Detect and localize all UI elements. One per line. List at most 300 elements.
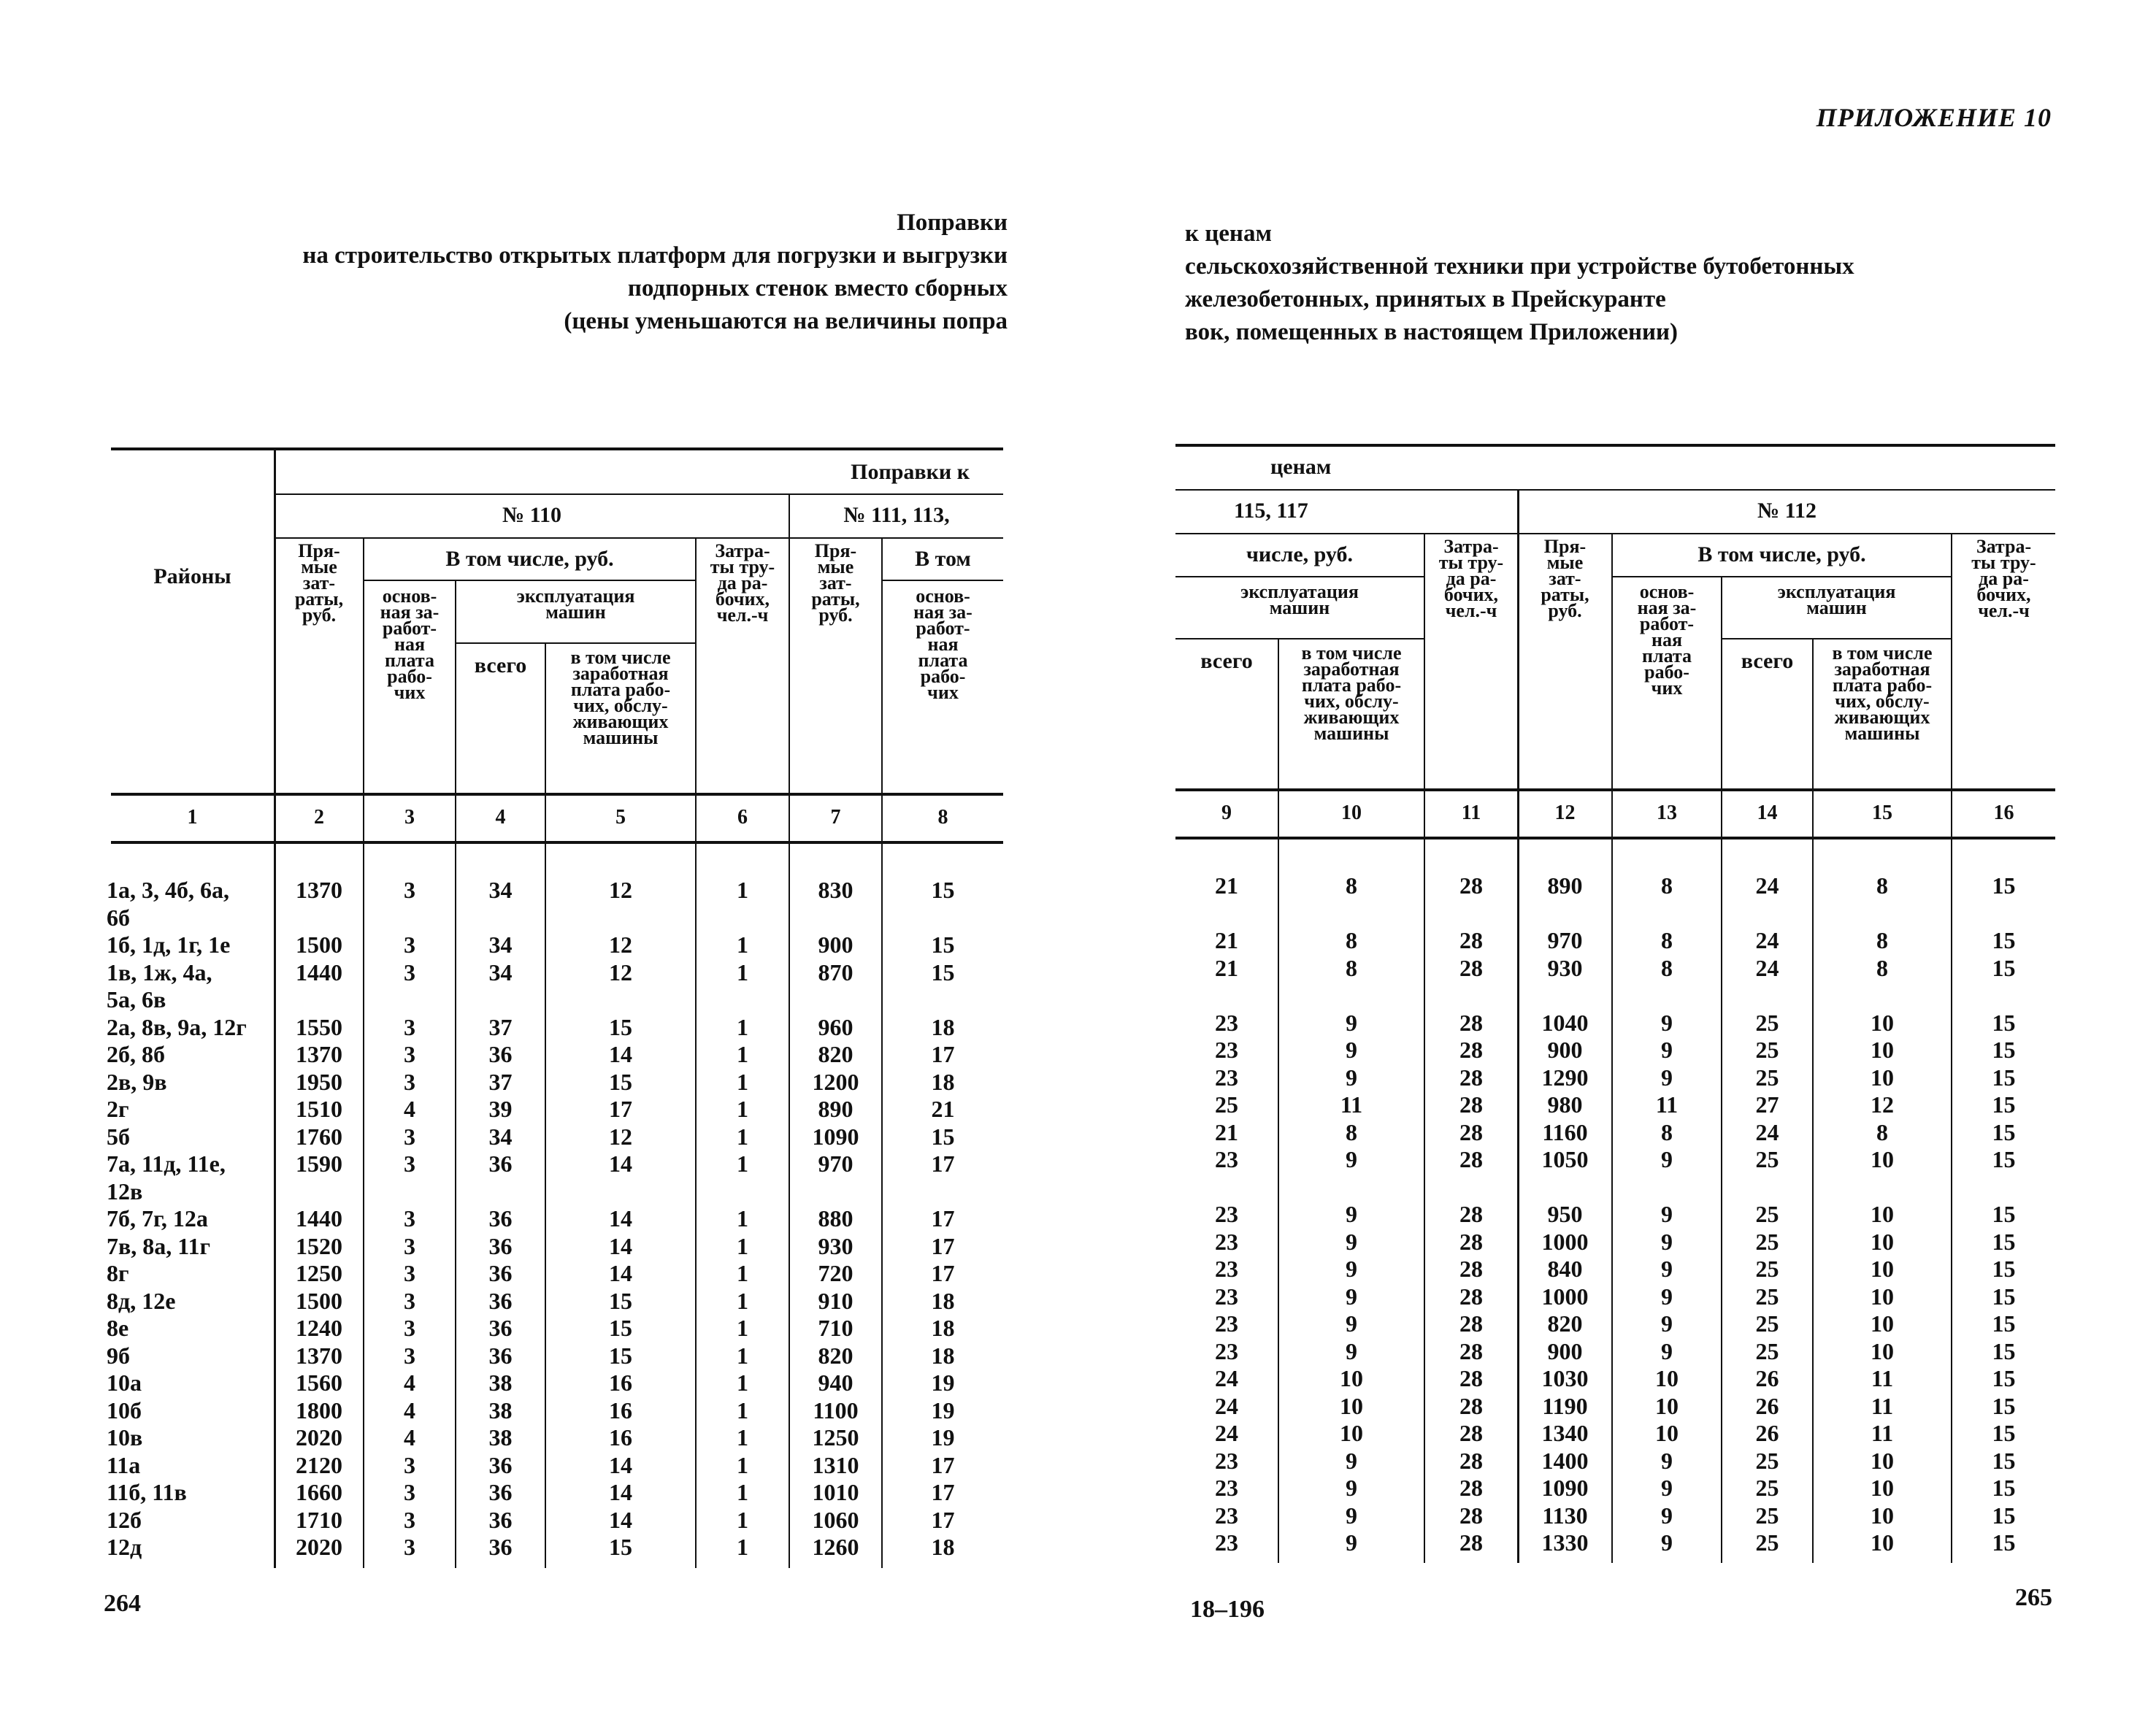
col-header-total: всего	[1200, 649, 1253, 673]
value-cell: 28	[1459, 1502, 1483, 1529]
value-cell: 1310	[812, 1451, 859, 1478]
value-cell: 15	[1992, 1337, 2016, 1364]
value-cell: 8	[1661, 927, 1673, 953]
value-cell: 9	[1661, 1064, 1673, 1091]
value-cell: 23	[1215, 1337, 1238, 1364]
value-cell: 710	[818, 1315, 853, 1341]
value-cell: 1	[737, 1041, 748, 1067]
value-cell: 1340	[1541, 1420, 1589, 1446]
value-cell: 10	[1340, 1420, 1363, 1446]
value-cell: 25	[1755, 1201, 1779, 1227]
value-cell: 8	[1876, 1118, 1888, 1145]
value-cell: 1	[737, 1260, 748, 1286]
col-number: 6	[737, 806, 748, 829]
value-cell: 10	[1871, 1009, 1894, 1036]
value-cell: 890	[818, 1096, 853, 1122]
value-cell: 28	[1459, 1475, 1483, 1501]
col-header-total: всего	[474, 653, 527, 677]
value-cell: 24	[1755, 1118, 1779, 1145]
value-cell: 8	[1661, 872, 1673, 899]
value-cell: 1	[737, 1479, 748, 1505]
value-cell: 9	[1661, 1447, 1673, 1474]
value-cell: 3	[404, 1287, 415, 1314]
value-cell: 4	[404, 1096, 415, 1122]
value-cell: 28	[1459, 1118, 1483, 1145]
value-cell: 23	[1215, 1502, 1238, 1529]
title-right-line: железобетонных, принятых в Прейскуранте	[1185, 286, 1666, 312]
value-cell: 15	[1992, 1283, 2016, 1310]
col-header-no110: № 110	[502, 503, 561, 527]
value-cell: 830	[818, 877, 853, 903]
value-cell: 28	[1459, 1420, 1483, 1446]
value-cell: 870	[818, 958, 853, 986]
value-cell: 9	[1661, 1146, 1673, 1172]
value-cell: 15	[1992, 1009, 2016, 1036]
value-cell: 15	[1992, 1228, 2016, 1255]
value-cell: 8	[1661, 1118, 1673, 1145]
value-cell: 25	[1755, 1337, 1779, 1364]
value-cell: 970	[1547, 927, 1583, 953]
value-cell: 28	[1459, 1310, 1483, 1337]
value-cell: 1	[737, 1205, 748, 1232]
district-cell: 8г	[107, 1260, 129, 1286]
value-cell: 15	[1992, 1392, 2016, 1419]
district-cell: 7в, 8а, 11г	[107, 1232, 211, 1259]
col-header-incl-wage: в том числе заработная плата рабо- чих, обслу- живающих машины	[570, 647, 671, 748]
value-cell: 23	[1215, 1447, 1238, 1474]
value-cell: 10	[1871, 1201, 1894, 1227]
title-left-line: Поправки	[897, 210, 1008, 236]
appendix-label: ПРИЛОЖЕНИЕ 10	[1816, 103, 2052, 132]
value-cell: 21	[1215, 927, 1238, 953]
value-cell: 1	[737, 1150, 748, 1177]
col-header-machine-op: эксплуатация машин	[516, 585, 635, 623]
value-cell: 1710	[296, 1506, 342, 1533]
value-cell: 24	[1215, 1392, 1238, 1419]
col-header-no115: 115, 117	[1234, 499, 1308, 523]
col-header-no111: № 111, 113,	[843, 503, 950, 527]
value-cell: 980	[1547, 1091, 1583, 1118]
value-cell: 3	[404, 1506, 415, 1533]
value-cell: 37	[488, 1013, 513, 1040]
value-cell: 17	[931, 1205, 955, 1232]
district-cell: 7а, 11д, 11е,	[107, 1150, 226, 1177]
value-cell: 38	[488, 1396, 513, 1424]
value-cell: 8	[1876, 872, 1888, 899]
value-cell: 1010	[812, 1479, 859, 1505]
value-cell: 28	[1459, 1283, 1483, 1310]
district-cell: 8д, 12е	[107, 1287, 176, 1314]
value-cell: 11	[1871, 1392, 1894, 1419]
value-cell: 15	[609, 1534, 632, 1560]
value-cell: 18	[931, 1315, 955, 1341]
value-cell: 1000	[1541, 1228, 1589, 1255]
value-cell: 1	[737, 1123, 748, 1150]
value-cell: 3	[404, 1013, 415, 1040]
value-cell: 14	[609, 1232, 632, 1259]
value-cell: 3	[404, 1260, 415, 1286]
col-header-base-wage: основ- ная за- работ- ная плата рабо- чих	[380, 585, 440, 703]
district-cell-cont: 6б	[107, 904, 130, 931]
value-cell: 890	[1547, 872, 1583, 899]
title-left-line: на строительство открытых платформ для погрузки и выгрузки	[302, 242, 1008, 269]
value-cell: 3	[404, 1232, 415, 1259]
value-cell: 1190	[1542, 1392, 1588, 1419]
col-number: 10	[1341, 802, 1362, 824]
district-cell: 2в, 9в	[107, 1068, 167, 1095]
value-cell: 15	[1992, 1037, 2016, 1063]
value-cell: 1660	[296, 1479, 342, 1505]
value-cell: 15	[1992, 1310, 2016, 1337]
value-cell: 3	[404, 1068, 415, 1095]
value-cell: 38	[488, 1424, 513, 1451]
value-cell: 10	[1871, 1475, 1894, 1501]
value-cell: 25	[1755, 1228, 1779, 1255]
col-number: 4	[495, 806, 506, 829]
value-cell: 1160	[1542, 1118, 1588, 1145]
value-cell: 36	[488, 1479, 513, 1505]
value-cell: 8	[1346, 872, 1357, 899]
value-cell: 25	[1755, 1256, 1779, 1282]
value-cell: 1370	[296, 1041, 342, 1067]
value-cell: 12	[1871, 1091, 1894, 1118]
value-cell: 9	[1346, 1529, 1357, 1556]
value-cell: 3	[404, 958, 415, 986]
value-cell: 26	[1755, 1365, 1779, 1391]
value-cell: 38	[488, 1369, 513, 1396]
col-header-incl-rub: В том числе, руб.	[445, 547, 614, 571]
value-cell: 3	[404, 1150, 415, 1177]
value-cell: 3	[404, 1123, 415, 1150]
value-cell: 36	[488, 1287, 513, 1314]
value-cell: 1	[737, 1396, 748, 1424]
value-cell: 15	[609, 1315, 632, 1341]
col-header-direct-costs: Пря- мые зат- раты, руб.	[1541, 536, 1589, 621]
value-cell: 18	[931, 1534, 955, 1560]
district-cell: 12б	[107, 1506, 142, 1533]
value-cell: 28	[1459, 954, 1483, 981]
district-cell: 8е	[107, 1315, 129, 1341]
value-cell: 950	[1547, 1201, 1583, 1227]
value-cell: 1250	[296, 1260, 342, 1286]
value-cell: 9	[1346, 1447, 1357, 1474]
value-cell: 9	[1661, 1310, 1673, 1337]
value-cell: 34	[488, 1123, 513, 1150]
value-cell: 25	[1755, 1447, 1779, 1474]
value-cell: 1030	[1541, 1365, 1589, 1391]
value-cell: 1520	[296, 1232, 342, 1259]
value-cell: 11	[1655, 1091, 1679, 1118]
value-cell: 820	[1547, 1310, 1583, 1337]
col-number: 12	[1554, 802, 1576, 824]
value-cell: 1	[737, 1232, 748, 1259]
value-cell: 28	[1459, 1146, 1483, 1172]
value-cell: 16	[609, 1369, 632, 1396]
col-number: 15	[1872, 802, 1892, 824]
title-right-line: вок, помещенных в настоящем Приложении)	[1185, 319, 1679, 345]
value-cell: 28	[1459, 1529, 1483, 1556]
value-cell: 720	[818, 1260, 853, 1286]
title-right-line: к ценам	[1185, 220, 1272, 247]
value-cell: 27	[1755, 1091, 1779, 1118]
value-cell: 15	[1992, 1201, 2016, 1227]
value-cell: 8	[1346, 1118, 1357, 1145]
value-cell: 36	[488, 1315, 513, 1341]
value-cell: 15	[931, 931, 955, 958]
value-cell: 15	[931, 877, 955, 903]
value-cell: 21	[931, 1096, 955, 1122]
district-cell: 2г	[107, 1096, 129, 1122]
value-cell: 1040	[1541, 1009, 1589, 1036]
value-cell: 17	[931, 1451, 955, 1478]
value-cell: 34	[488, 931, 513, 958]
value-cell: 17	[931, 1232, 955, 1259]
value-cell: 9	[1346, 1064, 1357, 1091]
value-cell: 19	[931, 1424, 955, 1451]
value-cell: 25	[1755, 1064, 1779, 1091]
col-header-incl-wage-2: в том числе заработная плата рабо- чих, обслу- живающих машины	[1832, 642, 1933, 744]
value-cell: 15	[1992, 1502, 2016, 1529]
col-number: 7	[830, 806, 841, 829]
value-cell: 15	[1992, 1447, 2016, 1474]
value-cell: 17	[931, 1260, 955, 1286]
value-cell: 15	[609, 1287, 632, 1314]
value-cell: 14	[609, 1150, 632, 1177]
col-header-labor-costs-2: Затра- ты тру- да ра- бочих, чел.-ч	[1971, 536, 2036, 621]
district-cell: 10б	[107, 1396, 142, 1424]
value-cell: 1260	[812, 1534, 859, 1560]
value-cell: 3	[404, 877, 415, 903]
value-cell: 15	[1992, 954, 2016, 981]
value-cell: 10	[1871, 1529, 1894, 1556]
col-header-corrections: Поправки к	[851, 460, 970, 484]
value-cell: 15	[1992, 1256, 2016, 1282]
value-cell: 36	[488, 1205, 513, 1232]
value-cell: 17	[609, 1096, 632, 1122]
value-cell: 1800	[296, 1396, 342, 1424]
value-cell: 14	[609, 1041, 632, 1067]
value-cell: 10	[1871, 1337, 1894, 1364]
col-number: 2	[314, 806, 324, 829]
value-cell: 18	[931, 1342, 955, 1369]
value-cell: 12	[609, 958, 632, 986]
value-cell: 25	[1755, 1146, 1779, 1172]
value-cell: 9	[1661, 1037, 1673, 1063]
value-cell: 17	[931, 1041, 955, 1067]
value-cell: 10	[1871, 1146, 1894, 1172]
value-cell: 820	[818, 1342, 853, 1369]
value-cell: 9	[1346, 1283, 1357, 1310]
district-cell: 11а	[107, 1451, 141, 1478]
value-cell: 15	[1992, 1365, 2016, 1391]
col-number: 14	[1757, 802, 1778, 824]
value-cell: 1250	[812, 1424, 859, 1451]
value-cell: 1	[737, 877, 748, 903]
value-cell: 21	[1215, 1118, 1238, 1145]
value-cell: 1370	[296, 877, 342, 903]
value-cell: 8	[1346, 954, 1357, 981]
value-cell: 1400	[1541, 1447, 1589, 1474]
value-cell: 10	[1871, 1256, 1894, 1282]
value-cell: 15	[1992, 1064, 2016, 1091]
signature-mark: 18–196	[1190, 1596, 1265, 1623]
value-cell: 1550	[296, 1013, 342, 1040]
district-cell: 1а, 3, 4б, 6а,	[107, 877, 229, 903]
value-cell: 1	[737, 1534, 748, 1560]
value-cell: 23	[1215, 1529, 1238, 1556]
col-header-machine-op-2: эксплуатация машин	[1777, 581, 1896, 618]
value-cell: 16	[609, 1396, 632, 1424]
district-cell-cont: 12в	[107, 1177, 143, 1205]
value-cell: 15	[609, 1342, 632, 1369]
value-cell: 9	[1661, 1228, 1673, 1255]
value-cell: 1440	[296, 958, 342, 986]
value-cell: 36	[488, 1534, 513, 1560]
district-cell: 9б	[107, 1342, 130, 1369]
value-cell: 15	[1992, 1091, 2016, 1118]
value-cell: 1	[737, 1096, 748, 1122]
value-cell: 900	[1547, 1037, 1583, 1063]
value-cell: 9	[1346, 1009, 1357, 1036]
value-cell: 10	[1871, 1502, 1894, 1529]
value-cell: 26	[1755, 1392, 1779, 1419]
value-cell: 3	[404, 1479, 415, 1505]
value-cell: 10	[1340, 1365, 1363, 1391]
value-cell: 39	[488, 1096, 513, 1122]
value-cell: 1950	[296, 1068, 342, 1095]
value-cell: 24	[1755, 872, 1779, 899]
value-cell: 1	[737, 1451, 748, 1478]
value-cell: 1090	[812, 1123, 859, 1150]
value-cell: 23	[1215, 1201, 1238, 1227]
value-cell: 10	[1871, 1064, 1894, 1091]
district-cell: 12д	[107, 1534, 142, 1560]
district-cell: 5б	[107, 1123, 130, 1150]
value-cell: 16	[609, 1424, 632, 1451]
value-cell: 1050	[1541, 1146, 1589, 1172]
value-cell: 15	[1992, 927, 2016, 953]
value-cell: 960	[818, 1013, 853, 1040]
col-header-districts: Районы	[153, 564, 231, 588]
value-cell: 1	[737, 958, 748, 986]
col-number: 5	[615, 806, 626, 829]
value-cell: 1	[737, 1342, 748, 1369]
value-cell: 9	[1661, 1475, 1673, 1501]
value-cell: 11	[1871, 1365, 1894, 1391]
district-cell-cont: 5а, 6в	[107, 986, 166, 1013]
title-left-line: (цены уменьшаются на величины попра	[564, 308, 1008, 334]
value-cell: 1060	[812, 1506, 859, 1533]
value-cell: 1	[737, 931, 748, 958]
value-cell: 23	[1215, 1475, 1238, 1501]
value-cell: 3	[404, 1205, 415, 1232]
value-cell: 4	[404, 1369, 415, 1396]
value-cell: 18	[931, 1287, 955, 1314]
col-number: 13	[1657, 802, 1677, 824]
value-cell: 19	[931, 1396, 955, 1424]
value-cell: 1090	[1541, 1475, 1589, 1501]
value-cell: 15	[609, 1013, 632, 1040]
col-header-incl-rub: В том числе, руб.	[1697, 542, 1866, 566]
value-cell: 36	[488, 1260, 513, 1286]
value-cell: 8	[1346, 927, 1357, 953]
col-header-base-wage: основ- ная за- работ- ная плата рабо- чих	[1637, 581, 1697, 699]
value-cell: 9	[1661, 1337, 1673, 1364]
value-cell: 9	[1346, 1037, 1357, 1063]
value-cell: 25	[1755, 1475, 1779, 1501]
value-cell: 14	[609, 1260, 632, 1286]
value-cell: 10	[1340, 1392, 1363, 1419]
value-cell: 9	[1346, 1201, 1357, 1227]
value-cell: 1	[737, 1315, 748, 1341]
value-cell: 9	[1346, 1337, 1357, 1364]
value-cell: 28	[1459, 1447, 1483, 1474]
title-right-line: сельскохозяйственной техники при устройстве бутобетонных	[1185, 253, 1854, 280]
district-cell: 10а	[107, 1369, 142, 1396]
district-cell: 1в, 1ж, 4а,	[107, 958, 212, 986]
value-cell: 10	[1871, 1447, 1894, 1474]
col-header-incl-rub-short: числе, руб.	[1246, 542, 1354, 566]
value-cell: 14	[609, 1506, 632, 1533]
value-cell: 28	[1459, 1201, 1483, 1227]
col-header-no112: № 112	[1757, 499, 1817, 523]
value-cell: 1	[737, 1287, 748, 1314]
value-cell: 3	[404, 931, 415, 958]
value-cell: 28	[1459, 1392, 1483, 1419]
value-cell: 36	[488, 1342, 513, 1369]
value-cell: 24	[1755, 954, 1779, 981]
value-cell: 8	[1876, 954, 1888, 981]
value-cell: 28	[1459, 1091, 1483, 1118]
value-cell: 1200	[812, 1068, 859, 1095]
col-header-incl-wage: в том числе заработная плата рабо- чих, обслу- живающих машины	[1301, 642, 1402, 744]
col-header-incl-short: В том	[915, 547, 971, 571]
value-cell: 10	[1871, 1228, 1894, 1255]
value-cell: 1	[737, 1013, 748, 1040]
value-cell: 25	[1755, 1009, 1779, 1036]
value-cell: 9	[1346, 1310, 1357, 1337]
value-cell: 10	[1655, 1365, 1679, 1391]
value-cell: 25	[1755, 1310, 1779, 1337]
value-cell: 28	[1459, 1064, 1483, 1091]
value-cell: 9	[1346, 1256, 1357, 1282]
col-header-direct-costs: Пря- мые зат- раты, руб.	[294, 540, 344, 626]
district-cell: 7б, 7г, 12а	[107, 1205, 208, 1232]
value-cell: 9	[1346, 1146, 1357, 1172]
value-cell: 28	[1459, 927, 1483, 953]
value-cell: 15	[609, 1068, 632, 1095]
value-cell: 18	[931, 1068, 955, 1095]
value-cell: 930	[1547, 954, 1583, 981]
value-cell: 19	[931, 1369, 955, 1396]
value-cell: 930	[818, 1232, 853, 1259]
value-cell: 1440	[296, 1205, 342, 1232]
value-cell: 8	[1661, 954, 1673, 981]
value-cell: 34	[488, 958, 513, 986]
value-cell: 36	[488, 1451, 513, 1478]
value-cell: 9	[1661, 1256, 1673, 1282]
value-cell: 23	[1215, 1146, 1238, 1172]
value-cell: 25	[1755, 1502, 1779, 1529]
value-cell: 1500	[296, 1287, 342, 1314]
value-cell: 15	[1992, 1420, 2016, 1446]
value-cell: 1500	[296, 931, 342, 958]
district-cell: 1б, 1д, 1г, 1е	[107, 931, 231, 958]
value-cell: 28	[1459, 1337, 1483, 1364]
value-cell: 36	[488, 1506, 513, 1533]
value-cell: 8	[1876, 927, 1888, 953]
col-header-machine-op: эксплуатация машин	[1240, 581, 1359, 618]
